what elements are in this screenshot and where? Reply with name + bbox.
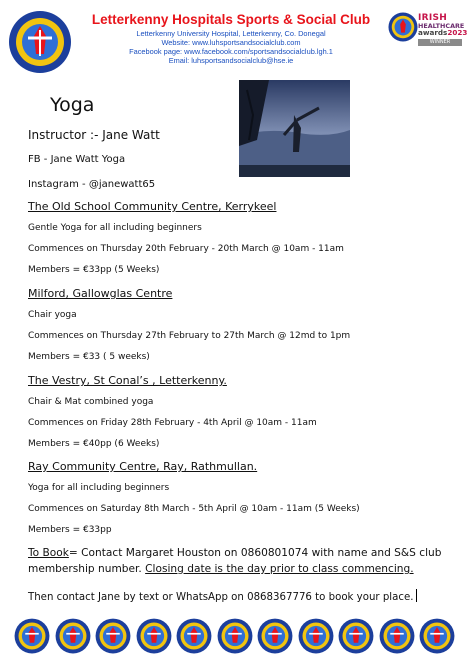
closing-date: Closing date is the day prior to class commencing. <box>145 563 414 575</box>
club-crest-icon <box>8 10 72 74</box>
booking-contact: = Contact Margaret Houston on 0860801074 with name and S&S club <box>68 547 442 559</box>
healthcare-award-badge <box>418 13 467 46</box>
award-badge-winner: WINNER <box>418 39 462 46</box>
footer-crest-icon <box>298 618 334 654</box>
session-venue: The Old School Community Centre, Kerrykeel <box>28 200 277 213</box>
instagram-line: Instagram - @janewatt65 <box>28 179 156 190</box>
club-website[interactable]: Website: www.luhsportsandsocialclub.com <box>161 38 301 47</box>
footer-crest-icon <box>338 618 374 654</box>
footer-crest-icon <box>257 618 293 654</box>
session-type: Chair & Mat combined yoga <box>28 397 154 407</box>
footer-crest-icon <box>217 618 253 654</box>
booking-membership: membership number. <box>28 563 146 575</box>
session-price: Members = €33pp <box>28 525 112 535</box>
session-venue: The Vestry, St Conal’s , Letterkenny. <box>28 374 227 387</box>
footer-crest-icon <box>95 618 131 654</box>
session-dates: Commences on Thursday 20th February - 20th March @ 10am - 11am <box>28 244 344 254</box>
to-book-label: To Book <box>28 547 69 559</box>
session-venue: Ray Community Centre, Ray, Rathmullan. <box>28 460 258 473</box>
session-venue: Milford, Gallowglas Centre <box>28 287 173 300</box>
instructor-line: Instructor :- Jane Watt <box>28 128 160 142</box>
session-type: Yoga for all including beginners <box>28 483 170 493</box>
award-line-2: HEALTHCARE <box>418 22 465 30</box>
club-contact-lines <box>72 29 390 65</box>
footer-crest-icon <box>379 618 415 654</box>
award-line-1: IRISH <box>418 13 448 23</box>
session-price: Members = €33pp (5 Weeks) <box>28 265 160 275</box>
footer-crest-icon <box>55 618 91 654</box>
booking-line-1 <box>28 547 441 559</box>
yoga-lake-photo <box>239 80 350 177</box>
page-title: Yoga <box>50 94 95 116</box>
club-crest-small-icon <box>388 12 418 42</box>
footer-crest-row <box>0 618 463 658</box>
club-facebook[interactable]: Facebook page: www.facebook.com/sportsandsocialclub.lgh.1 <box>129 47 333 56</box>
club-title: Letterkenny Hospitals Sports & Social Club <box>91 12 371 27</box>
footer-crest-icon <box>419 618 455 654</box>
club-email[interactable]: Email: luhsportsandsocialclub@hse.ie <box>168 56 294 65</box>
session-type: Gentle Yoga for all including beginners <box>28 223 202 233</box>
club-address: Letterkenny University Hospital, Letterkenny, Co. Donegal <box>136 29 326 38</box>
session-dates: Commences on Saturday 8th March - 5th April @ 10am - 11am (5 Weeks) <box>28 504 360 514</box>
session-type: Chair yoga <box>28 310 77 320</box>
footer-crest-icon <box>176 618 212 654</box>
text-cursor <box>416 589 417 602</box>
footer-crest-icon <box>136 618 172 654</box>
facebook-line: FB - Jane Watt Yoga <box>28 154 126 165</box>
booking-line-2 <box>28 563 414 575</box>
contact-jane: Then contact Jane by text or WhatsApp on 0868367776 to book your place. <box>28 592 414 603</box>
award-line-3: awards2023 <box>418 28 467 38</box>
footer-crest-icon <box>14 618 50 654</box>
session-dates: Commences on Thursday 27th February to 27th March @ 12md to 1pm <box>28 331 351 341</box>
booking-line-3 <box>28 589 417 603</box>
session-price: Members = €40pp (6 Weeks) <box>28 439 160 449</box>
session-dates: Commences on Friday 28th February - 4th April @ 10am - 11am <box>28 418 317 428</box>
session-price: Members = €33 ( 5 weeks) <box>28 352 150 362</box>
